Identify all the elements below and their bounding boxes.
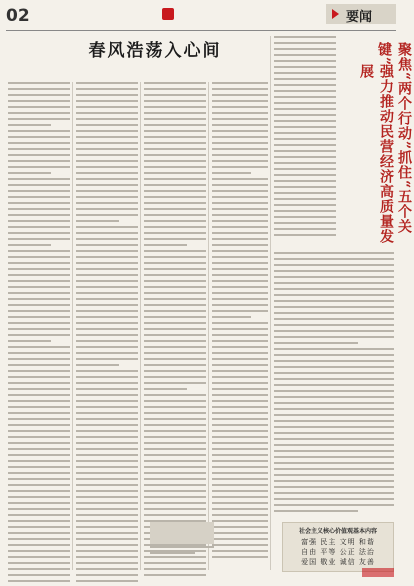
header-rule (6, 30, 396, 31)
page-header (6, 4, 396, 30)
triangle-icon (332, 9, 339, 19)
article-column-5 (274, 252, 394, 516)
masthead (162, 7, 242, 23)
headline-title: 春风浩荡入心间 (88, 41, 222, 61)
banner-row-2: 自由 平等 公正 法治 (301, 548, 375, 556)
source-watermark (362, 568, 394, 577)
feature-story (270, 36, 412, 248)
banner-title: 社会主义核心价值观基本内容 (298, 528, 377, 535)
feature-text (274, 36, 336, 240)
main-headline (40, 36, 270, 63)
logo-icon (162, 8, 174, 20)
core-values-banner (282, 522, 394, 572)
page-number: 02 (6, 6, 30, 26)
article-column-2 (76, 82, 138, 586)
section-label: 要闻 (346, 10, 373, 25)
section-tag (326, 4, 396, 24)
photo-caption (150, 546, 214, 558)
feature-heading-1: 强力推动民营经济高质量发展 (358, 64, 394, 244)
banner-row-1: 富强 民主 文明 和谐 (301, 538, 375, 546)
feature-heading-2: 聚焦“两个行动”抓住“五个关键” (376, 42, 412, 235)
article-column-3 (144, 82, 206, 580)
article-column-1 (8, 82, 70, 586)
article-column-4 (212, 82, 268, 562)
banner-row-3: 爱国 敬业 诚信 友善 (301, 558, 375, 566)
news-photo (150, 522, 214, 544)
